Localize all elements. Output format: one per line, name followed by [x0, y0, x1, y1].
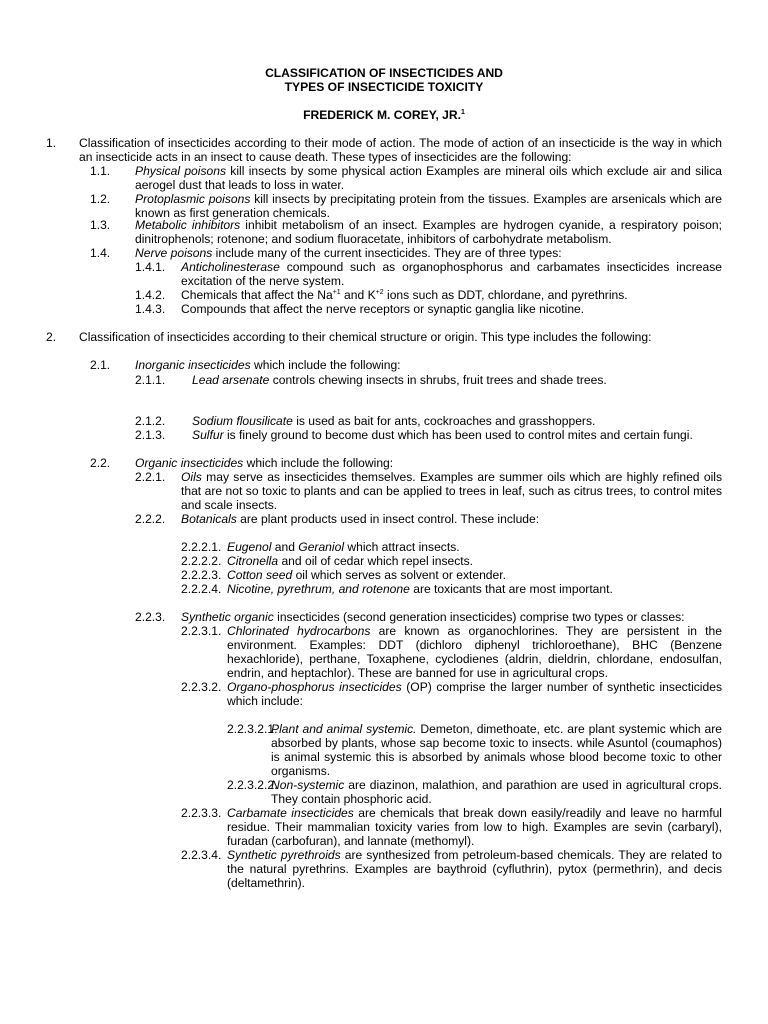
item-2-2-3-text: Synthetic organic insecticides (second generation insecticides) comprise two types or classes:: [181, 610, 685, 624]
title-line-2: TYPES OF INSECTICIDE TOXICITY: [284, 80, 484, 94]
item-2-1-text: Inorganic insecticides which include the following:: [135, 358, 401, 372]
item-2-1-3-term: Sulfur: [192, 428, 224, 442]
item-2-2-2-2-number: 2.2.2.2.: [181, 554, 222, 568]
item-2-1-term: Inorganic insecticides: [135, 358, 251, 372]
item-1-1-term: Physical poisons: [135, 164, 227, 178]
item-2-2-number: 2.2.: [90, 456, 111, 470]
item-1-4-number: 1.4.: [90, 246, 111, 260]
item-2-2-2-1-text: Eugenol and Geraniol which attract insects.: [227, 540, 460, 554]
item-1-4-text: Nerve poisons include many of the current insecticides. They are of three types:: [135, 246, 562, 260]
item-2-2-3-2-1-number: 2.2.3.2.1.: [227, 722, 278, 736]
item-2-2-text: Organic insecticides which include the following:: [135, 456, 394, 470]
item-1-3-text: Metabolic inhibitors inhibit metabolism of an insect. Examples are hydrogen cyanide, a respiratory poison; dinitrophenols; rotenone; and sodium fluoracetate, inhibitors of carbohydrate metabolism.: [135, 218, 722, 246]
item-2-2-2-1-number: 2.2.2.1.: [181, 540, 222, 554]
item-2-2-1-text: Oils may serve as insecticides themselves. Examples are summer oils which are highly refined oils that are not so toxic to plants and can be applied to trees in leaf, such as citrus trees, to control mites and scale insects.: [181, 470, 722, 512]
author-footnote-mark: 1: [461, 109, 465, 116]
item-2-2-3-1-number: 2.2.3.1.: [181, 624, 222, 638]
item-1-4-1-text: Anticholinesterase compound such as organophosphorus and carbamates insecticides increase excitation of the nerve system.: [181, 260, 722, 288]
item-2-1-1-number: 2.1.1.: [135, 373, 166, 387]
item-1-1-text: Physical poisons kill insects by some physical action Examples are mineral oils which exclude air and silica aerogel dust that leads to loss in water.: [135, 164, 723, 192]
item-2-2-3-1-text: Chlorinated hydrocarbons are known as organochlorines. They are persistent in the environment. Examples: DDT (dichloro diphenyl trichloroethane), BHC (Benzene hexachloride), perthane, Toxaphene, cyclodienes (aldrin, dieldrin, chlordane, endosulfan, endrin, and heptachlor). These are banned for use in agricultural crops.: [227, 624, 722, 680]
item-2-2-2-term: Botanicals: [181, 512, 237, 526]
item-1-2-number: 1.2.: [90, 192, 111, 206]
item-1-1-number: 1.1.: [90, 164, 111, 178]
section-2-intro: Classification of insecticides according to their chemical structure or origin. This type includes the following:: [79, 330, 652, 344]
item-1-3-number: 1.3.: [90, 218, 111, 232]
item-2-1-2-number: 2.1.2.: [135, 414, 166, 428]
item-2-2-3-3-text: Carbamate insecticides are chemicals that break down easily/readily and leave no harmful residue. Their mammalian toxicity varies from low to high. Examples are sevin (carbaryl), furadan (carbofuran), and lannate (methomyl).: [227, 806, 722, 848]
title-line-1: CLASSIFICATION OF INSECTICIDES AND: [265, 66, 503, 80]
section-2-number: 2.: [46, 330, 57, 344]
item-1-4-3-number: 1.4.3.: [135, 302, 166, 316]
item-1-4-3-text: Compounds that affect the nerve receptors or synaptic ganglia like nicotine.: [181, 302, 585, 316]
item-2-2-3-2-text: Organo-phosphorus insecticides (OP) comprise the larger number of synthetic insecticides which include:: [227, 680, 722, 708]
item-2-2-3-2-number: 2.2.3.2.: [181, 680, 222, 694]
item-2-2-2-2-text: Citronella and oil of cedar which repel insects.: [227, 554, 474, 568]
author: FREDERICK M. COREY, JR.$^1$: [303, 108, 465, 122]
item-1-2-text: Protoplasmic poisons kill insects by precipitating protein from the tissues. Examples are arsenicals which are known as first generation chemicals.: [135, 192, 722, 220]
item-2-2-3-2-1-text: Plant and animal systemic. Demeton, dimethoate, etc. are plant systemic which are absorbed by plants, whose sap become toxic to insects. while Asuntol (coumaphos) is animal systemic this is absorbed by animals whose blood become toxic to other organisms.: [271, 722, 722, 778]
item-2-2-2-number: 2.2.2.: [135, 512, 166, 526]
item-1-4-1-term: Anticholinesterase: [181, 260, 280, 274]
item-1-4-1-number: 1.4.1.: [135, 260, 166, 274]
item-2-2-3-4-text: Synthetic pyrethroids are synthesized from petroleum-based chemicals. They are related to the natural pyrethrins. Examples are baythroid (cyfluthrin), pytox (permethrin), and decis (deltamethrin).: [227, 848, 722, 890]
item-2-2-term: Organic insecticides: [135, 456, 244, 470]
item-2-1-1-term: Lead arsenate: [192, 373, 270, 387]
item-2-2-3-2-2-number: 2.2.3.2.2.: [227, 778, 278, 792]
item-2-1-2-term: Sodium flousilicate: [192, 414, 293, 428]
item-2-2-2-3-text: Cotton seed oil which serves as solvent or extender.: [227, 568, 506, 582]
item-1-4-term: Nerve poisons: [135, 246, 213, 260]
item-2-2-3-4-number: 2.2.3.4.: [181, 848, 222, 862]
item-2-1-3-number: 2.1.3.: [135, 428, 166, 442]
item-2-2-1-number: 2.2.1.: [135, 470, 166, 484]
item-2-2-2-3-number: 2.2.2.3.: [181, 568, 222, 582]
item-2-2-3-number: 2.2.3.: [135, 610, 166, 624]
item-2-2-2-4-text: Nicotine, pyrethrum, and rotenone are toxicants that are most important.: [227, 582, 613, 596]
item-1-2-term: Protoplasmic poisons: [135, 192, 251, 206]
item-2-2-3-3-number: 2.2.3.3.: [181, 806, 222, 820]
item-2-2-3-2-2-text: Non-systemic are diazinon, malathion, and parathion are used in agricultural crops. They contain phosphoric acid.: [271, 778, 722, 806]
item-2-1-2-text: Sodium flousilicate is used as bait for ants, cockroaches and grasshoppers.: [192, 414, 596, 428]
item-2-2-2-4-number: 2.2.2.4.: [181, 582, 222, 596]
item-2-2-2-text: Botanicals are plant products used in insect control. These include:: [181, 512, 540, 526]
item-2-2-1-term: Oils: [181, 470, 202, 484]
item-2-1-1-text: Lead arsenate controls chewing insects in shrubs, fruit trees and shade trees.: [192, 373, 607, 387]
item-2-1-3-text: Sulfur is finely ground to become dust which has been used to control mites and certain fungi.: [192, 428, 693, 442]
item-2-1-number: 2.1.: [90, 358, 111, 372]
section-1-intro: Classification of insecticides according to their mode of action. The mode of action of an insecticide is the way in which an insecticide acts in an insect to cause death. These types of insecticides are the following:: [79, 136, 722, 164]
item-1-4-2-text: Chemicals that affect the $Na^{+1}$ and $K^{+2}$ ions such as DDT, chlordane, and pyrethrins.: [181, 288, 628, 302]
item-1-4-2-number: 1.4.2.: [135, 288, 166, 302]
section-1-number: 1.: [46, 136, 57, 150]
item-1-3-term: Metabolic inhibitors: [135, 218, 241, 232]
